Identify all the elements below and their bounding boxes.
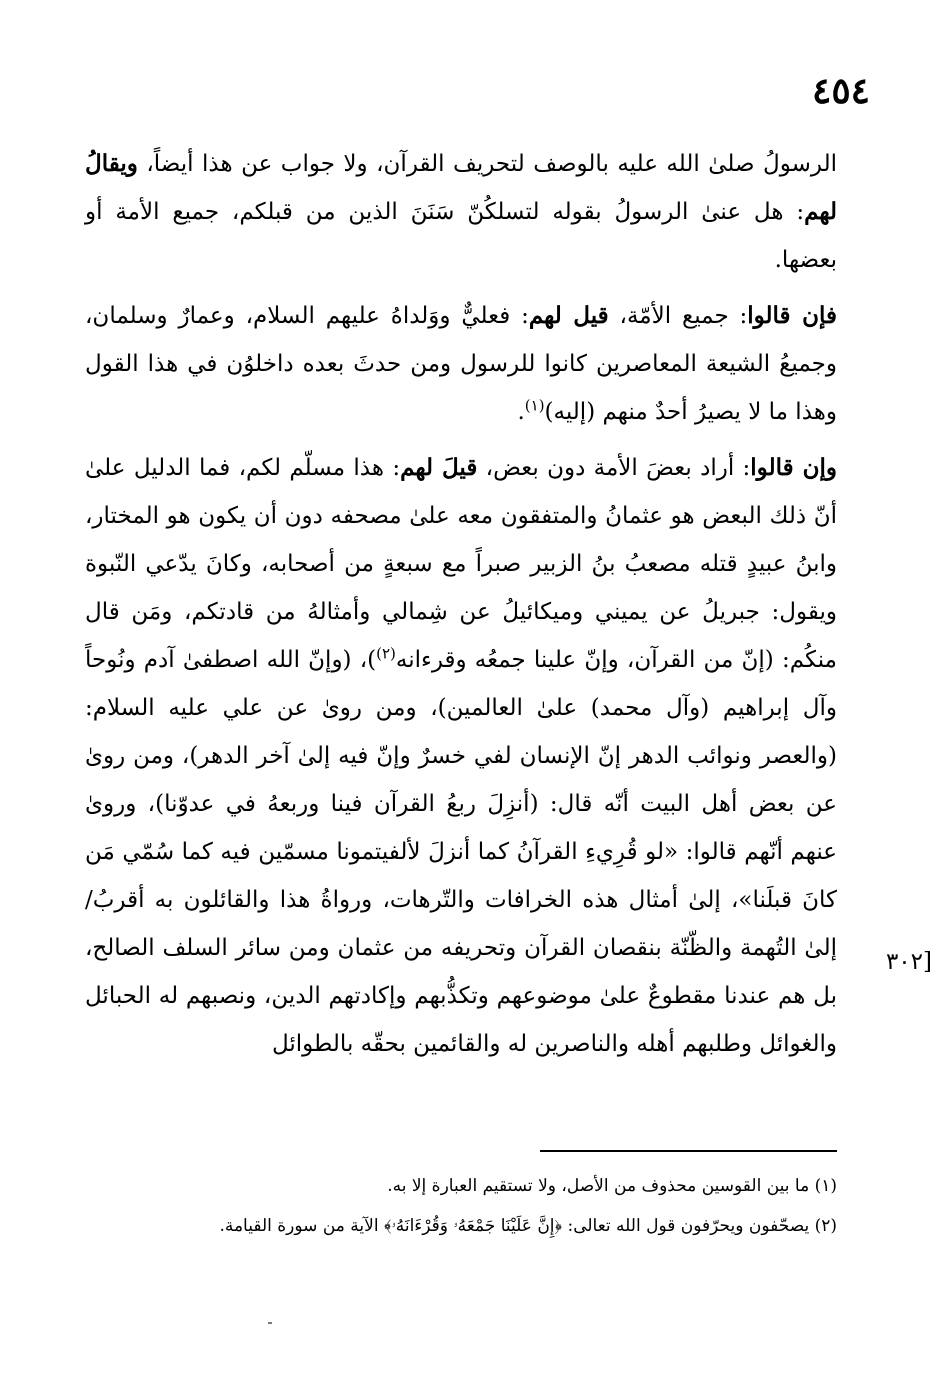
paragraph-3-text-3: .	[517, 399, 525, 425]
margin-page-reference: [٣٠٢	[885, 949, 932, 975]
footnote-ref-2: (٢)	[376, 644, 396, 663]
paragraph-4	[85, 444, 837, 1068]
paragraph-3-lead-2: قيل لهم	[528, 302, 609, 329]
paragraph-3-text-1: : جميع الأمّة،	[608, 303, 748, 329]
paragraph-4-text-2: : هذا مسلّم لكم، فما الدليل علىٰ أنّ ذلك البعض هو عثمانُ والمتفقون معه علىٰ مصحفه دون أن يكون هو المختار، وابنُ عبيدٍ قتله مصعبُ بنُ الزبير صبراً مع سبعةٍ من أصحابه، وكانَ يدّعي النّبوة ويقول: جبريلُ عن يميني وميكائيلُ عن شِمالي وأمثالهُ من قادتكم، ومَن قال منكُم: (إنّ من القرآن، وإنّ علينا جمعُه وقرءانه	[85, 455, 837, 673]
footnotes	[100, 1166, 837, 1246]
paragraph-4-text-3: )، (وإنّ الله اصطفىٰ آدم ونُوحاً وآل إبراهيم (وآل محمد) علىٰ العالمين)، ومن روىٰ عن علي عليه السلام: (والعصر ونوائب الدهر إنّ الإنسان لفي خسرٌ وإنّ فيه إلىٰ آخر الدهر)، ومن روىٰ عن بعض أهل البيت أنّه قال: (أنزِلَ ربعُ القرآن فينا وربعهُ في عدوّنا)، وروىٰ عنهم أنّهم قالوا: «لو قُرِيءِ القرآنُ كما أنزلَ لألفيتمونا مسمّين فيه كما سُمّي مَن كانَ قبلَنا»، إلىٰ أمثال هذه الخرافات والتّرهات، ورواةُ هذا والقائلون به أقربُ/ إلىٰ التُهمة والظّنّة بنقصان القرآن وتحريفه من عثمان ومن سائر السلف الصالح، بل هم عندنا مقطوعٌ علىٰ موضوعهم وتكذُّبهم وإكادتهم الدين، ونصبهم له الحبائل والغوائل وطلبهم أهله والناصرين له والقائمين بحقّه بالطوائل	[85, 647, 837, 1057]
paragraph-3-text-2: : فعليٌّ ووَلداهُ عليهم السلام، وعمارٌ وسلمان، وجميعُ الشيعة المعاصرين كانوا للرسول ومن حدثَ بعده داخلوُن في هذا القول وهذا ما لا يصيرُ أحدٌ منهم (إليه)	[85, 303, 837, 425]
scan-speck	[268, 1322, 272, 1324]
paragraph-3	[85, 292, 837, 436]
footnote-1: (١) ما بين القوسين محذوف من الأصل، ولا تستقيم العبارة إلا به.	[387, 1176, 837, 1196]
paragraph-1	[85, 140, 837, 284]
paragraph-4-lead: وإن قالوا	[750, 454, 837, 481]
page-number: ٤٥٤	[811, 70, 870, 112]
footnote-divider	[540, 1150, 837, 1152]
paragraph-3-lead: فإن قالوا	[747, 302, 837, 329]
paragraph-4-lead-2: قيلَ لهم	[400, 454, 478, 481]
paragraph-4-text-1: : أراد بعضَ الأمة دون بعض،	[477, 455, 751, 481]
main-text	[85, 140, 837, 1076]
paragraph-1-text: الرسولُ صلىٰ الله عليه بالوصف لتحريف القرآن، ولا جواب عن هذا أيضاً،	[137, 151, 837, 177]
paragraph-2-lead: ويقالُ لهم	[85, 150, 837, 225]
paragraph-2-text: : هل عنىٰ الرسولُ بقوله لتسلكُنّ سَنَنَ الذين من قبلكم، جميع الأمة أو بعضها.	[85, 199, 837, 273]
footnote-2: (٢) يصحّفون ويحرّفون قول الله تعالى: ﴿إِنَّ عَلَيْنَا جَمْعَهُۥ وَقُرْءَانَهُۥ﴾ الآية من سورة القيامة.	[219, 1216, 837, 1236]
footnote-ref-1: (١)	[524, 396, 545, 415]
